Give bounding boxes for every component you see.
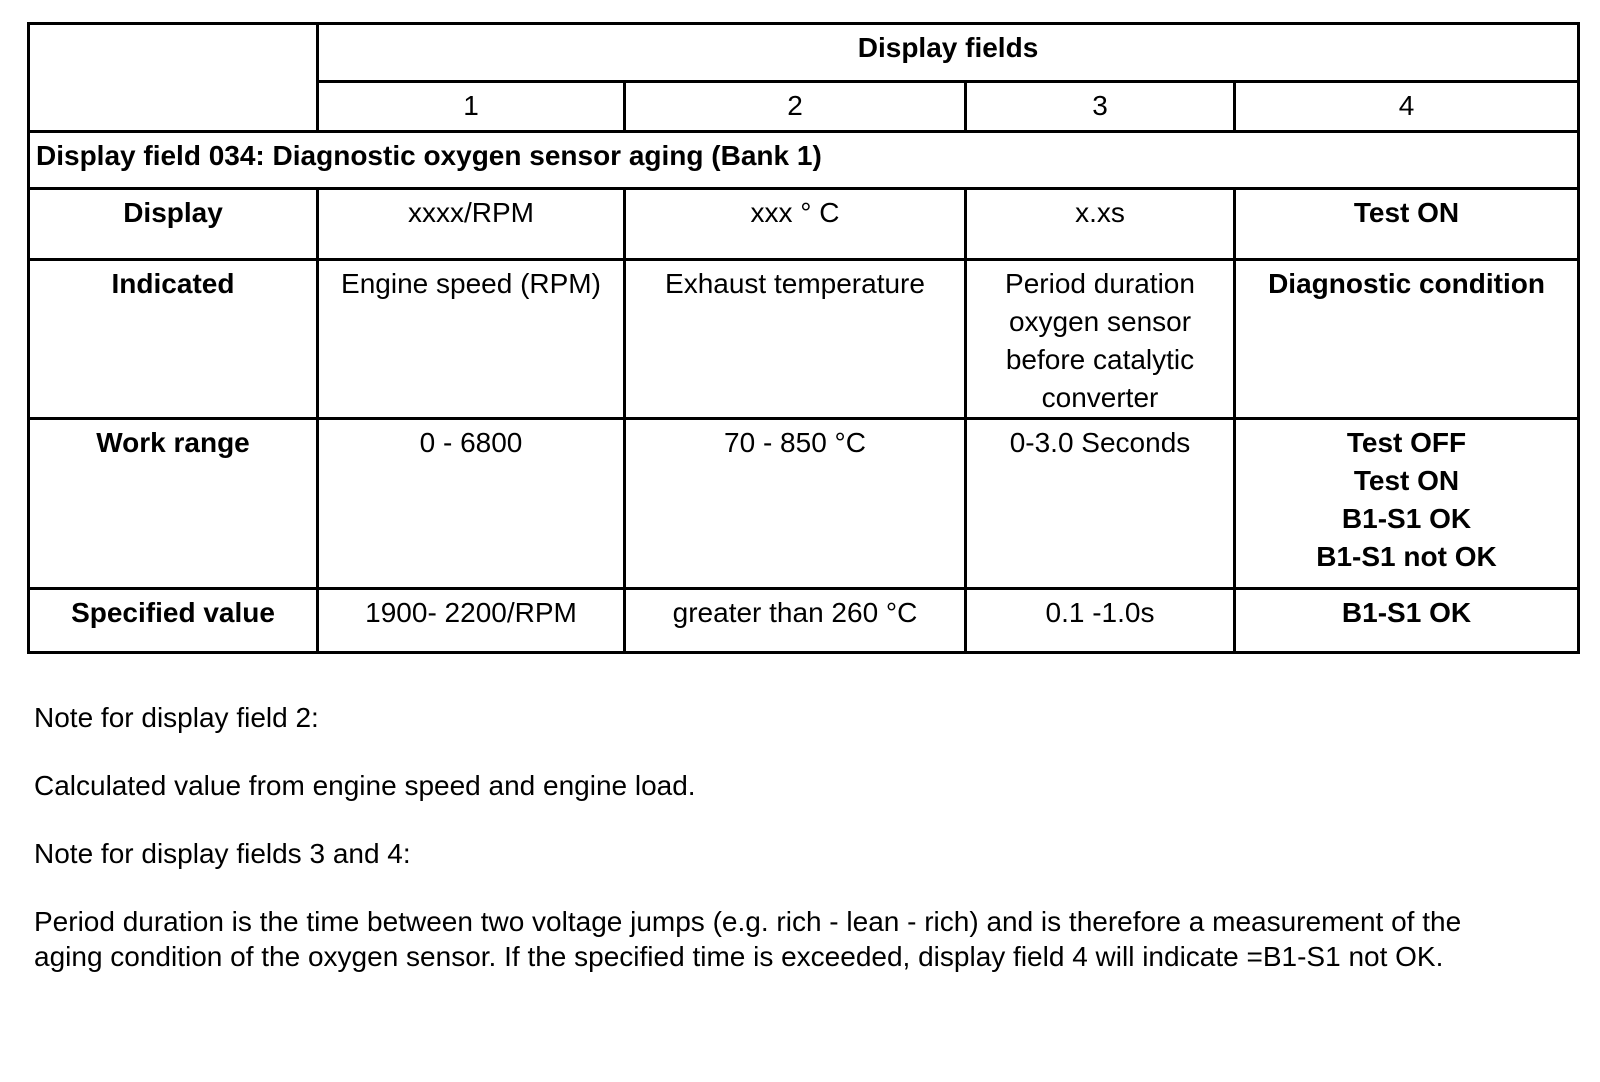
note-heading-field-2: Note for display field 2: — [34, 702, 319, 733]
header-corner-cell — [29, 24, 318, 132]
indicated-cell-2: Exhaust temperature — [625, 260, 966, 419]
column-header-2: 2 — [625, 82, 966, 132]
display-cell-3: x.xs — [966, 189, 1235, 260]
display-fields-table — [27, 22, 1580, 654]
work-range-cell-4 — [1235, 419, 1579, 589]
row-label-work-range: Work range — [29, 419, 318, 589]
specified-cell-4: B1-S1 OK — [1235, 589, 1579, 653]
work-range-value-not-ok: B1-S1 not OK — [1316, 541, 1497, 572]
work-range-cell-2: 70 - 850 °C — [625, 419, 966, 589]
display-cell-4: Test ON — [1235, 189, 1579, 260]
section-title: Display field 034: Diagnostic oxygen sensor aging (Bank 1) — [29, 132, 1579, 189]
display-fields-header: Display fields — [318, 24, 1579, 82]
work-range-value-test-off: Test OFF — [1346, 427, 1467, 458]
specified-cell-3: 0.1 -1.0s — [966, 589, 1235, 653]
table-row-work-range — [29, 419, 1579, 589]
table-row-specified-value — [29, 589, 1579, 653]
column-header-1: 1 — [318, 82, 625, 132]
indicated-cell-4: Diagnostic condition — [1235, 260, 1579, 419]
column-header-4: 4 — [1235, 82, 1579, 132]
indicated-cell-3: Period duration oxygen sensor before catalytic converter — [966, 260, 1235, 419]
row-label-display: Display — [29, 189, 318, 260]
note-text-field-2: Calculated value from engine speed and engine load. — [34, 770, 696, 801]
table-row-indicated — [29, 260, 1579, 419]
display-cell-2: xxx ° C — [625, 189, 966, 260]
row-label-indicated: Indicated — [29, 260, 318, 419]
notes-section — [34, 700, 1474, 1007]
note-heading-fields-3-4: Note for display fields 3 and 4: — [34, 838, 411, 869]
column-header-3: 3 — [966, 82, 1235, 132]
header-group-row — [29, 24, 1579, 82]
work-range-cell-3: 0-3.0 Seconds — [966, 419, 1235, 589]
work-range-cell-1: 0 - 6800 — [318, 419, 625, 589]
specified-cell-1: 1900- 2200/RPM — [318, 589, 625, 653]
work-range-value-ok: B1-S1 OK — [1341, 503, 1472, 534]
specified-cell-2: greater than 260 °C — [625, 589, 966, 653]
row-label-specified-value: Specified value — [29, 589, 318, 653]
note-text-fields-3-4: Period duration is the time between two voltage jumps (e.g. rich - lean - rich) and is therefore a measurement of the aging condition of the oxygen sensor. If the specified time is exceeded, display field 4 will indicate =B1-S1 not OK. — [34, 906, 1462, 972]
table-row-display — [29, 189, 1579, 260]
display-cell-1: xxxx/RPM — [318, 189, 625, 260]
indicated-cell-1: Engine speed (RPM) — [318, 260, 625, 419]
section-title-row — [29, 132, 1579, 189]
work-range-value-test-on: Test ON — [1353, 465, 1460, 496]
